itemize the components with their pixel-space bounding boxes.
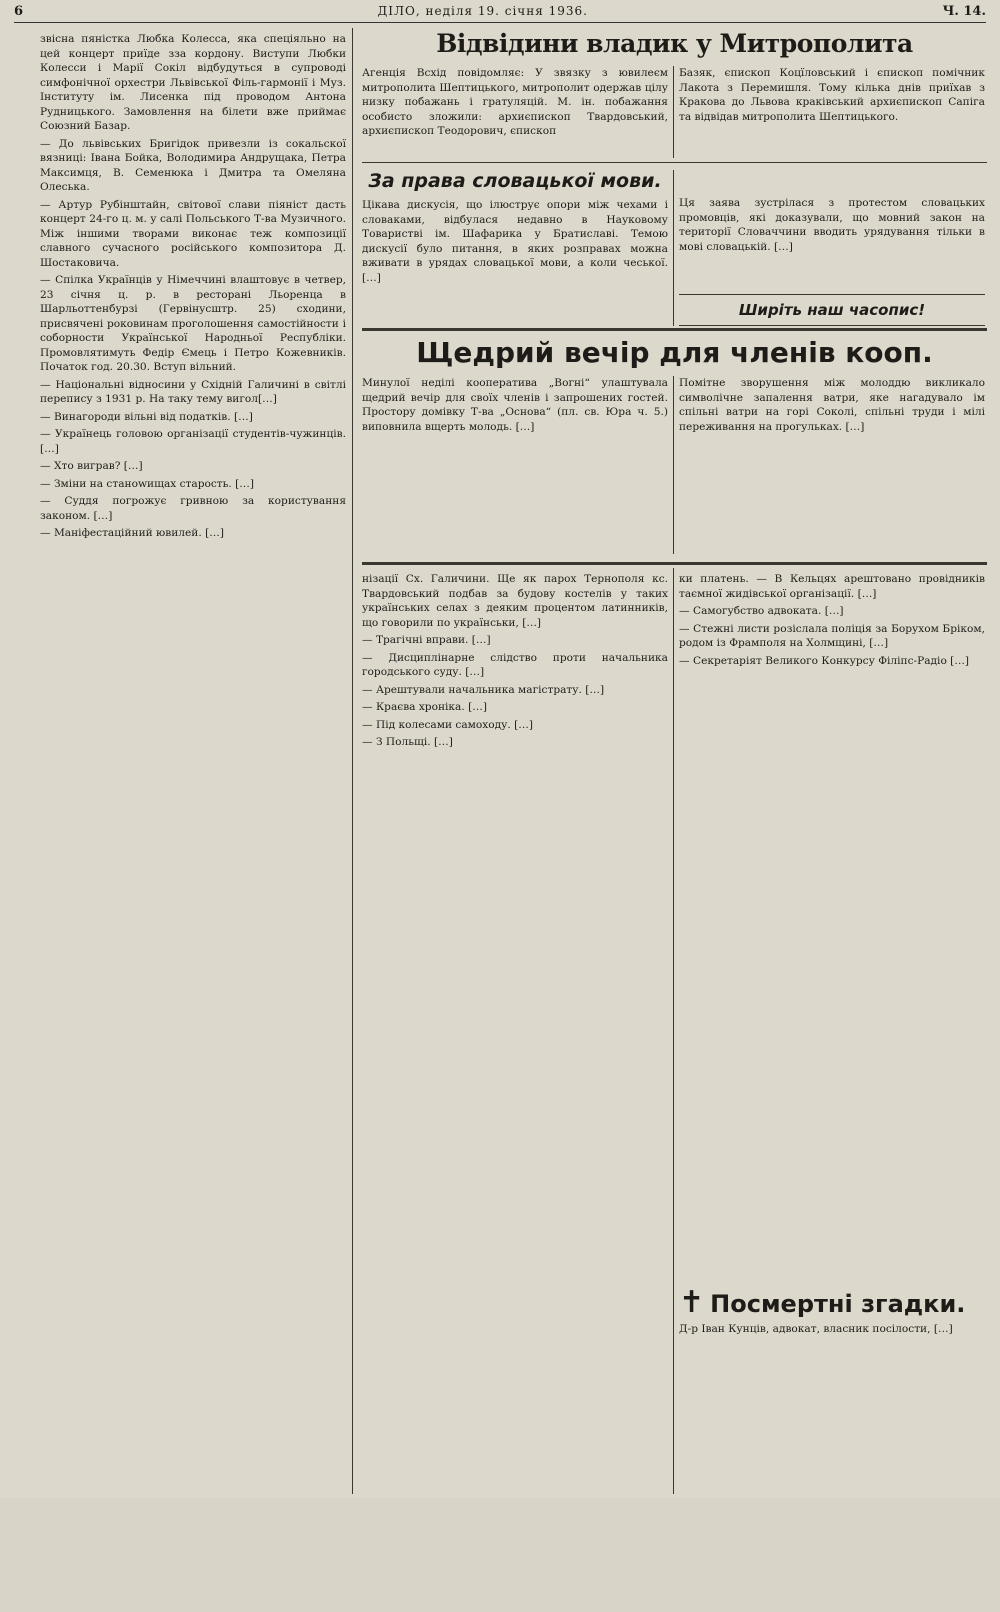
separator: [362, 328, 987, 331]
issue-number: Ч. 14.: [942, 3, 986, 19]
obituaries-header: [679, 1286, 985, 1322]
article-3-col-2: [679, 376, 985, 554]
article-1-text-2: Базяк, єпископ Коцїловський і єпископ помічник Лакота з Перемишля. Тому кілька днів приїхав з Кракова до Львова краківський архиєпископ Сапіга та відвідав митрополита Шептицького.: [679, 67, 985, 123]
cross-icon: ✝: [679, 1286, 705, 1320]
obituaries-title: Посмертні згадки.: [710, 1290, 966, 1318]
promo-box: [679, 294, 985, 326]
left-para-4: — Спілка Українців у Німеччині влаштовує в четвер, 23 січня ц. р. в ресторані Льоренца в Шарльоттенбурзі (Гервінусштр. 25) сходини, присвячені роковинам проголошення самостійности і соборности Української Народньої Республіки. Промовлятимуть Федір Ємець і Петро Кожевників. Початок год. 20.30. Вступ вільний.: [40, 274, 346, 373]
mid-para-3: — Дисциплінарне слідство проти начальника городського суду. […]: [362, 651, 668, 678]
left-para-2: — До львівських Бригідок привезли із сокальскої вязниці: Івана Бойка, Володимира Андрущака, Петра Максимця, В. Семенюка і Дмитра та Омеляна Олеська.: [40, 137, 346, 193]
article-2-text-2: Ця заява зустрілася з протестом словацьких промовців, які доказували, що мовний закон на території Словаччини вводить урядування тільки в мові словацькій. […]: [679, 197, 985, 253]
page-number: 6: [14, 3, 24, 19]
article-1-text-1: Агенція Всхід повідомляє: У звязку з ювилеєм митрополита Шептицького, митрополит одержав цілу низку побажань і гратуляцій. М. ін. побажання особисто зложили: архиєпископ Твардовський, архиєпископ Теодорович, єпископ: [362, 67, 668, 137]
separator: [362, 162, 987, 163]
article-3-text-2: Помітне зворушення між молоддю викликало символічне запалення ватри, яке нагадувало ім спільні ватри на горі Соколі, спільні труди і мілі переживання на прогульках. […]: [679, 377, 985, 433]
middle-column: [362, 572, 668, 1494]
article-1-header: [362, 28, 987, 60]
right-para-1: ки платень. — В Кельцях арештовано провідників таємної жидівської організації. […]: [679, 573, 985, 600]
article-3-header: [362, 334, 987, 372]
article-3-title: Щедрий вечір для членів кооп.: [416, 336, 933, 369]
mid-para-5: — Краєва хроніка. […]: [362, 701, 487, 713]
article-2-text-1: Цікава дискусія, що ілюструє опори між чехами і словаками, відбулася недавно в Науковому Товаристві ім. Шафарика у Братиславі. Темою дискусії було питання, в яких розправах можна вживати в урядах словацької мови, а коли чеської. […]: [362, 199, 668, 284]
article-2-title: За права словацької мови.: [368, 170, 662, 192]
right-para-4: — Секретаріят Великого Конкурсу Філіпс-Радіо […]: [679, 654, 970, 667]
obituaries-section: [679, 1286, 985, 1494]
right-para-2: — Самогубство адвоката. […]: [679, 605, 844, 617]
column-rule: [673, 568, 674, 1494]
article-1-title: Відвідини владик у Митрополита: [436, 29, 913, 58]
column-rule: [352, 28, 353, 1494]
left-para-5: — Національні відносини у Східній Галичині в світлі перепису з 1931 р. На таку тему вигол[…]: [40, 378, 346, 405]
left-para-6: — Винагороди вільні від податків. […]: [40, 410, 253, 423]
left-para-9: — Зміни на станowищах старость. […]: [40, 477, 255, 490]
masthead: [14, 0, 986, 23]
column-rule: [673, 170, 674, 326]
mid-para-2: — Трагічні вправи. […]: [362, 634, 491, 646]
paper-date: ДІЛО, неділя 19. січня 1936.: [377, 4, 588, 18]
article-2-col-1: [362, 198, 668, 324]
article-3-text-1: Минулої неділі кооператива „Вогні“ улаштувала щедрий вечір для своїх членів і запрошених гостей. Простору домівку Т-ва „Основа“ (пл. св. Юра ч. 5.) виповнила вщерть молодь. […]: [362, 377, 668, 433]
mid-para-1: нізації Сх. Галичини. Ще як парох Тернополя кс. Твардовський подбав за будову костелів у таких українських селах з деяким процентом латинників, що говорили по українськи, […]: [362, 573, 668, 629]
article-2-col-2: [679, 196, 985, 292]
mid-para-7: — З Польщі. […]: [362, 736, 453, 748]
left-para-8: — Хто виграв? […]: [40, 460, 143, 472]
left-para-10: — Суддя погрожує гривною за користування законом. […]: [40, 495, 346, 522]
article-2-header: [362, 166, 668, 196]
left-para-7: — Українець головою організації студентів-чужинців. […]: [40, 428, 346, 455]
left-para-1: звісна пяністка Любка Колесса, яка спеціяльно на цей концерт приїде зза кордону. Виступи Любки Колесси і Марії Сокіл відбудуться в супроводі симфонічної орхестри Львівської Філь-гармонії і Муз. Інституту ім. Лисенка під проводом Антона Рудницького. Замовлення на білети вже приймає Союзний Базар.: [40, 33, 346, 132]
column-rule: [673, 66, 674, 158]
separator: [362, 562, 987, 565]
right-para-3: — Стежні листи розіслала поліція за Борухом Бріком, родом із Фрамполя на Холмщині, […]: [679, 622, 985, 649]
left-para-3: — Артур Рубінштайн, світової слави піяніст дасть концерт 24-го ц. м. у салі Польського Т-ва Музичного. Між іншими творами виконає теж композиції славного сучасного російського композитора Д. Шостаковича.: [40, 198, 346, 269]
left-column: [40, 32, 346, 1494]
left-para-11: — Манiфестацiйний ювилей. […]: [40, 527, 224, 539]
article-1-col-2: [679, 66, 985, 158]
article-1-col-1: [362, 66, 668, 158]
promo-text: Ширіть наш часопис!: [738, 301, 926, 319]
column-rule: [673, 376, 674, 554]
article-3-col-1: [362, 376, 668, 554]
mid-para-6: — Під колесами самоходу. […]: [362, 718, 533, 731]
mid-para-4: — Арештували начальника магістрату. […]: [362, 683, 605, 696]
obituaries-text: Д-р Іван Кунців, адвокат, власник посілости, […]: [679, 1323, 953, 1335]
